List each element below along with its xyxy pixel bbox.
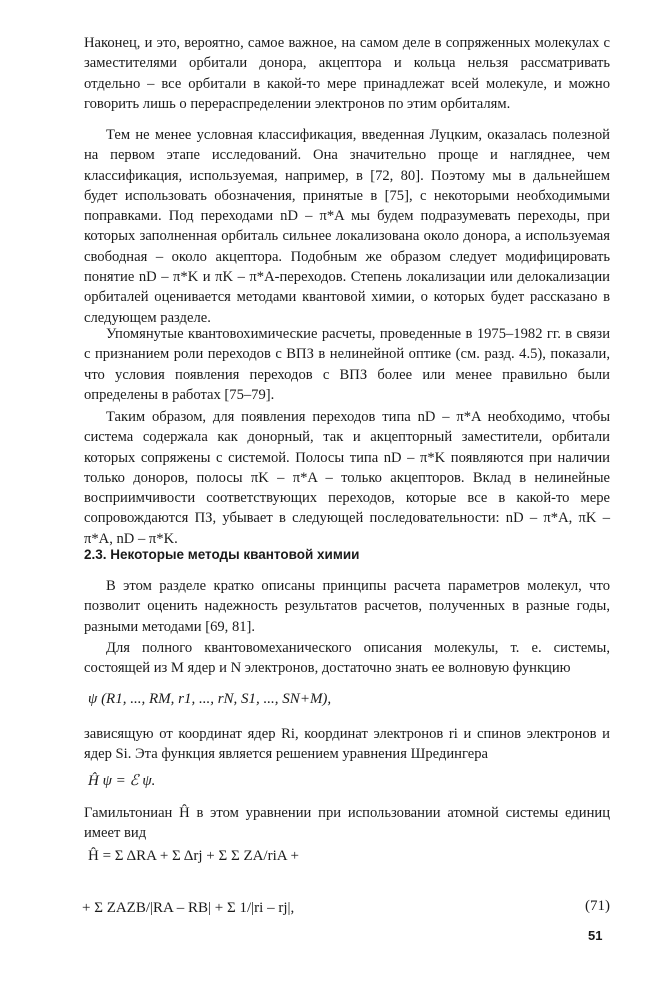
wavefunction-formula: ψ (R1, ..., RM, r1, ..., rN, S1, ..., SN+M), xyxy=(88,691,332,707)
paragraph-2: Тем не менее условная классификация, введенная Луцким, оказалась полезной на первом этапе исследований. Она значительно проще и нагляднее, чем классификация, используемая, например, в [72, 80]. Поэтому мы в дальнейшем будет использовать обозначения, принятые в [75], с некоторыми необходимыми поправками. Под переходами nD – π*A мы будем подразумевать переходы, при которых заполненная орбиталь сильнее локализована около донора, а используемая свободная – около акцептора. Подобным же образом следует модифицировать понятие nD – π*K и πK – π*A-переходов. Степень локализации или делокализации орбиталей оценивается методами квантовой химии, о которых будет рассказано в следующем разделе. xyxy=(84,127,610,326)
paragraph-6: Для полного квантовомеханического описания молекулы, т. е. системы, состоящей из M ядер и N электронов, достаточно знать ее волновую функцию xyxy=(84,640,610,677)
paragraph-4: Таким образом, для появления переходов типа nD – π*A необходимо, чтобы система содержала как донорный, так и акцепторный заместители, орбитали которых сопряжены с системой. Полосы типа nD – π*K появляются при наличии только доноров, полосы πK – π*A – только акцепторов. Вклад в нелинейные восприимчивости соответствующих переходов, которые все в какой-то мере сопровождаются ПЗ, убывает в следующей последовательности: nD – π*A, πK – π*A, nD – π*K. xyxy=(84,409,610,547)
paragraph-8: Гамильтониан Ĥ в этом уравнении при использовании атомной системы единиц имеет вид xyxy=(84,805,610,842)
section-heading: 2.3. Некоторые методы квантовой химии xyxy=(84,547,360,562)
schrodinger-equation: Ĥ ψ = ℰ ψ. xyxy=(88,773,156,789)
paragraph-5: В этом разделе кратко описаны принципы расчета параметров молекул, что позволит оценить надежность результатов расчетов, полученных в разные годы, разными методами [69, 81]. xyxy=(84,578,610,635)
page-number: 51 xyxy=(588,928,603,943)
equation-number: (71) xyxy=(585,898,610,914)
hamiltonian-line-1: Ĥ = Σ ΔRA + Σ Δrj + Σ Σ ZA/riA + xyxy=(88,848,299,864)
paragraph-3: Упомянутые квантовохимические расчеты, проведенные в 1975–1982 гг. в связи с признанием роли переходов с ВПЗ в нелинейной оптике (см. разд. 4.5), показали, что условия появления переходов с ВПЗ более или менее правильно были определены в работах [75–79]. xyxy=(84,326,610,403)
paragraph-1: Наконец, и это, вероятно, самое важное, на самом деле в сопряженных молекулах с заместителями орбитали донора, акцептора и кольца нельзя рассматривать отдельно – все орбитали в какой-то мере принадлежат всей молекуле, и можно говорить лишь о перераспределении электронов по этим орбиталям. xyxy=(84,35,610,112)
hamiltonian-line-2: + Σ ZAZB/|RA – RB| + Σ 1/|ri – rj|, xyxy=(82,900,295,916)
paragraph-7: зависящую от координат ядер Ri, координат электронов ri и спинов электронов и ядер Si. Эта функция является решением уравнения Шредингера xyxy=(84,726,610,763)
